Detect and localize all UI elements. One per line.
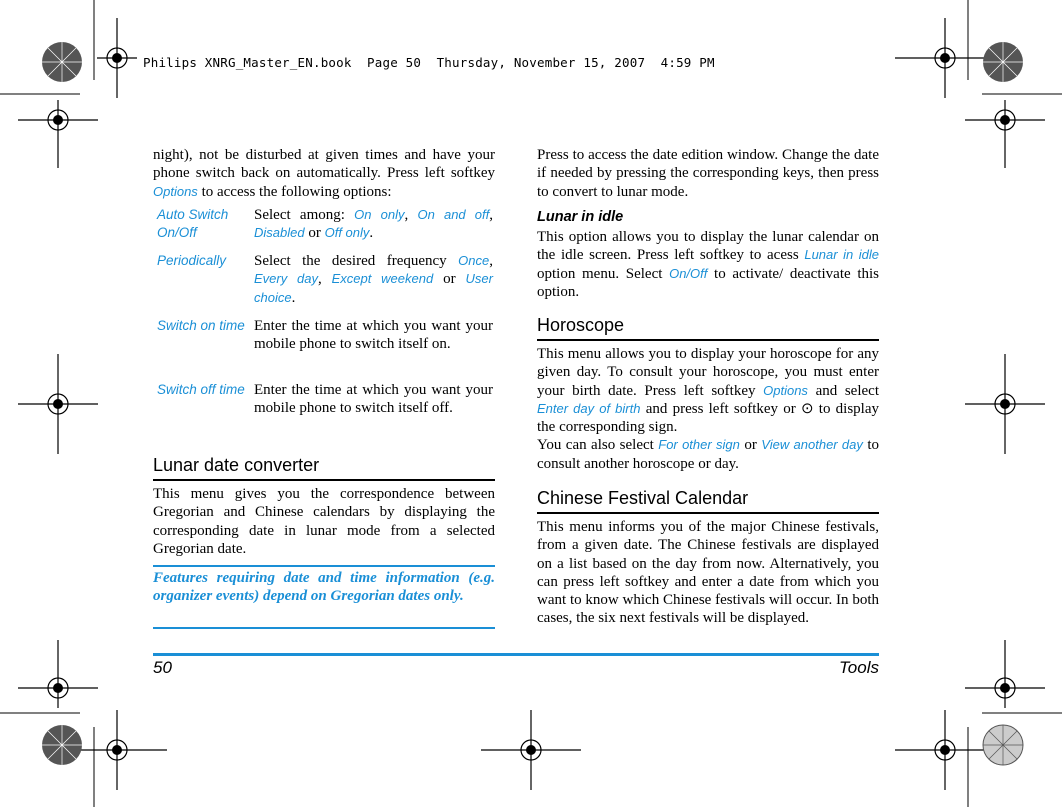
footer-rule — [153, 653, 879, 656]
print-slug: Philips XNRG_Master_EN.book Page 50 Thursday, November 15, 2007 4:59 PM — [143, 55, 715, 70]
chinese-festival-text: This menu informs you of the major Chinese festivals, from a given date. The Chinese festivals are displayed on a list based on the day from now. Alternatively, you can press left softkey and enter a date from which you want to know which Chinese festivals will occur. In both cases, the six next festivals will be displayed. — [537, 519, 879, 627]
options-softkey-link: Options — [153, 183, 198, 199]
option-desc-periodically: Select the desired frequency Once, Every day, Except weekend or User choice. — [254, 253, 493, 306]
date-edition-text: Press to access the date edition window. Change the date if needed by pressing the corresponding keys, then press to convert to lunar mode. — [537, 147, 879, 200]
heading-rule — [537, 339, 879, 341]
note-rule-bottom — [153, 627, 495, 629]
intro-text: night), not be disturbed at given times and have your phone switch back on automatically. Press left softkey — [153, 147, 495, 182]
option-desc-auto-switch: Select among: On only, On and off, Disabled or Off only. — [254, 207, 493, 242]
option-desc-switch-on-time: Enter the time at which you want your mobile phone to switch itself on. — [254, 318, 493, 353]
lunar-converter-text: This menu gives you the correspondence between Gregorian and Chinese calendars by displaying the corresponding date in lunar mode from a selected Gregorian date. — [153, 486, 495, 557]
registration-mark-icon — [18, 18, 1045, 790]
subheading-lunar-in-idle: Lunar in idle — [537, 209, 624, 225]
heading-rule — [537, 512, 879, 514]
option-label-switch-on-time: Switch on time — [157, 318, 245, 333]
left-intro — [153, 146, 495, 201]
note-rule-top — [153, 565, 495, 567]
heading-chinese-festival-calendar: Chinese Festival Calendar — [537, 488, 749, 508]
option-label-switch-off-time: Switch off time — [157, 382, 245, 397]
horoscope-text: This menu allows you to display your horoscope for any given day. To consult your horoscope, you must enter your birth date. Press left softkey Options and select Enter day of birth and press left softkey or ⊙ to display the corresponding sign. You can also select For other sign or View another day to consult another horoscope or day. — [537, 346, 880, 472]
option-label-auto-switch: Auto Switch On/Off — [157, 207, 229, 241]
section-name: Tools — [838, 658, 879, 677]
option-label-periodically: Periodically — [157, 253, 227, 268]
lunar-idle-text: This option allows you to display the lunar calendar on the idle screen. Press left softkey to acess Lunar in idle option menu. Select On/Off to activate/ deactivate this option. — [537, 229, 880, 300]
intro-tail: to access the following options: — [201, 183, 392, 200]
heading-lunar-date-converter: Lunar date converter — [153, 455, 320, 475]
heading-horoscope: Horoscope — [537, 315, 625, 335]
page-number: 50 — [153, 658, 172, 677]
option-desc-switch-off-time: Enter the time at which you want your mobile phone to switch itself off. — [254, 382, 493, 417]
heading-rule — [153, 479, 495, 481]
gregorian-note: Features requiring date and time information (e.g. organizer events) depend on Gregorian dates only. — [153, 570, 495, 605]
